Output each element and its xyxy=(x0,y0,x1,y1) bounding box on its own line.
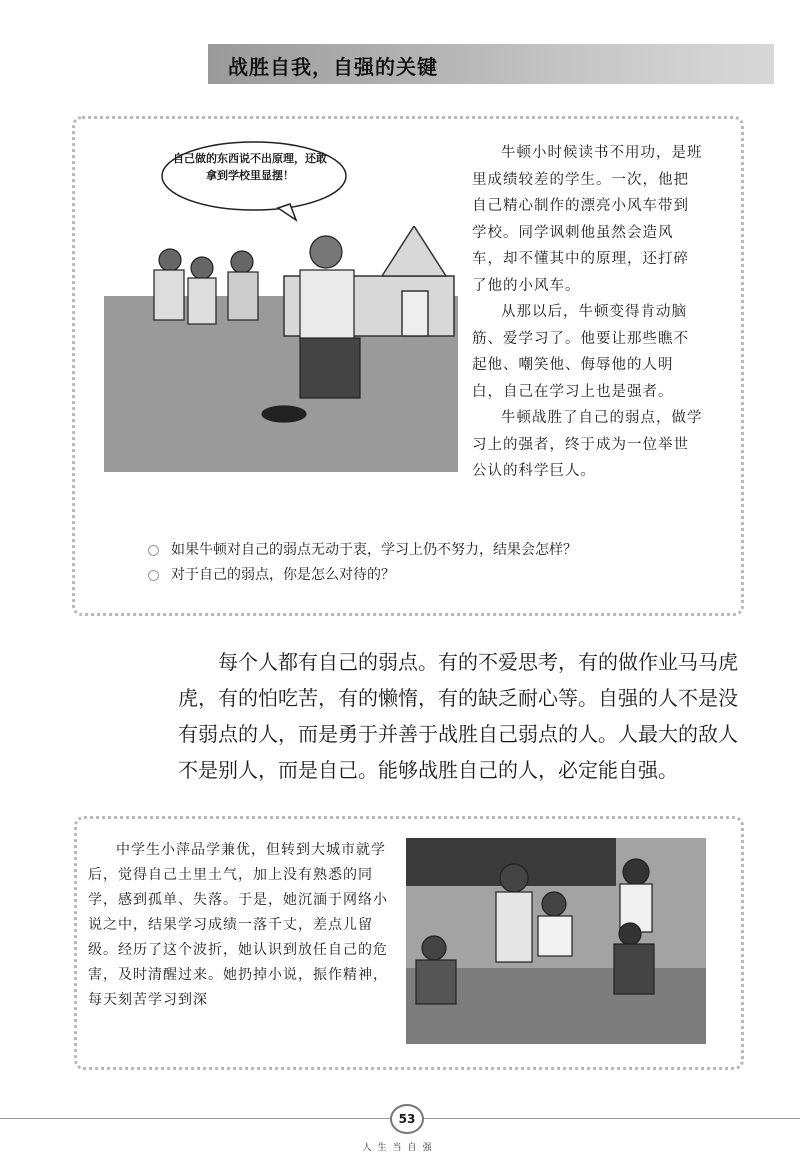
story-paragraph: 中学生小萍品学兼优，但转到大城市就学后，觉得自己土里土气，加上没有熟悉的同学，感到孤单、失落。于是，她沉湎于网络小说之中，结果学习成绩一落千丈，差点儿留级。经历了这个波折，她认识到放任自己的危害，及时清醒过来。她扔掉小说，振作精神，每天刻苦学习到深 xyxy=(88,842,388,1008)
xiaoping-story-text xyxy=(88,838,394,1013)
story-paragraph: 牛顿战胜了自己的弱点，做学习上的强者，终于成为一位举世公认的科学巨人。 xyxy=(472,410,703,479)
running-title: 人生当自强 xyxy=(362,1143,438,1153)
newton-story-text xyxy=(472,140,704,485)
question-text: 对于自己的弱点，你是怎么对待的？ xyxy=(171,567,395,583)
question-item xyxy=(148,563,577,588)
section-title-bar xyxy=(208,44,774,84)
page-number: 53 xyxy=(390,1104,424,1134)
section-title: 战胜自我，自强的关键 xyxy=(228,55,438,79)
main-paragraph-text: 每个人都有自己的弱点。有的不爱思考，有的做作业马马虎虎，有的怕吃苦，有的懒惰，有的缺乏耐心等。自强的人不是没有弱点的人，而是勇于并善于战胜自己弱点的人。人最大的敌人不是别人，而是自己。能够战胜自己的人，必定能自强。 xyxy=(178,650,738,782)
discussion-questions xyxy=(148,538,577,588)
story-paragraph: 牛顿小时候读书不用功，是班里成绩较差的学生。一次，他把自己精心制作的漂亮小风车带到学校。同学讽刺他虽然会造风车，却不懂其中的原理，还打碎了他的小风车。 xyxy=(472,145,703,294)
story-paragraph: 从那以后，牛顿变得肯动脑筋、爱学习了。他要让那些瞧不起他、嘲笑他、侮辱他的人明白，自己在学习上也是强者。 xyxy=(472,304,689,400)
circle-bullet-icon xyxy=(148,570,159,581)
classroom-illustration xyxy=(406,838,706,1044)
speech-bubble-text: 自己做的东西说不出原理，还敢拿到学校里显摆！ xyxy=(173,152,327,182)
question-item xyxy=(148,538,577,563)
main-paragraph xyxy=(178,644,748,788)
circle-bullet-icon xyxy=(148,545,159,556)
newton-illustration xyxy=(104,226,458,472)
question-text: 如果牛顿对自己的弱点无动于衷，学习上仍不努力，结果会怎样？ xyxy=(171,542,577,558)
